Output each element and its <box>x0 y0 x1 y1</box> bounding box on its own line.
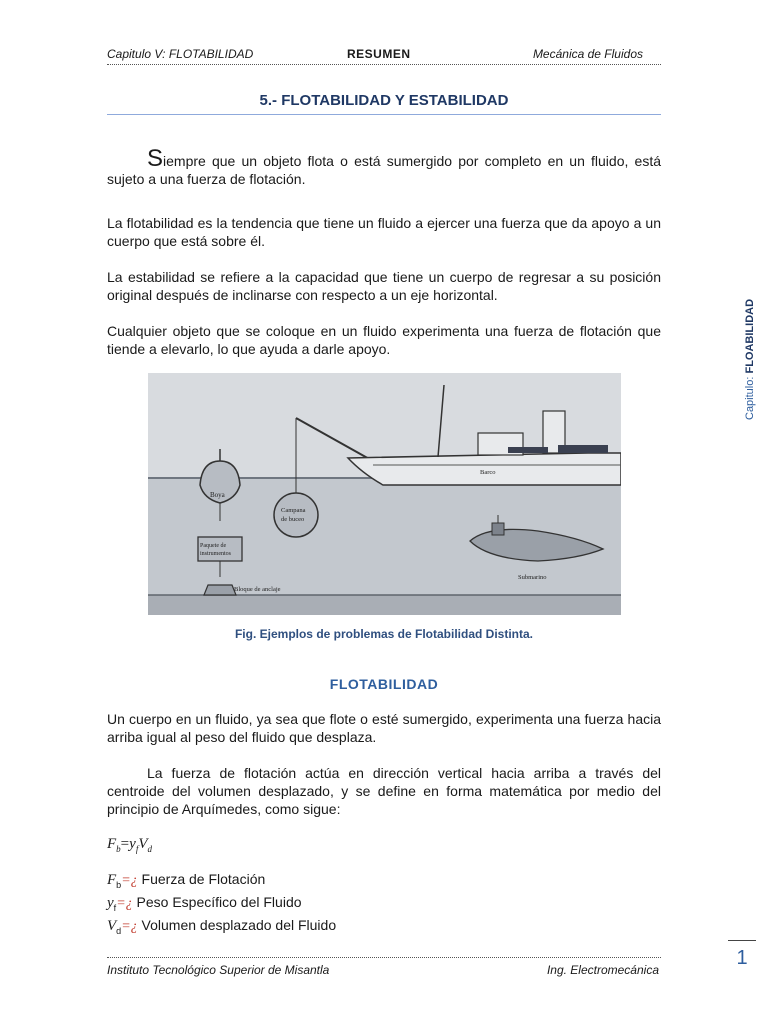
side-tab-label: Capitulo: <box>744 376 756 420</box>
def-desc: Volumen desplazado del Fluido <box>141 916 337 933</box>
paragraph-fuerza: Cualquier objeto que se coloque en un fluido experimenta una fuerza de flotación que tiende a elevarlo, lo que ayuda a darle apoyo. <box>107 323 661 357</box>
label-paquete-1: Paquete de <box>200 543 227 549</box>
formula-y: y <box>129 836 136 852</box>
label-campana-2: de buceo <box>281 516 305 523</box>
archimedes-formula <box>107 836 152 854</box>
paragraph-cuerpo: Un cuerpo en un fluido, ya sea que flote o esté sumergido, experimenta una fuerza hacia arriba igual al peso del fluido que desplaza. <box>107 711 661 745</box>
def-desc: Fuerza de Flotación <box>141 871 266 887</box>
drop-cap: S <box>147 145 164 172</box>
header-summary: RESUMEN <box>347 47 411 61</box>
buoyancy-figure <box>148 373 621 615</box>
formula-v: V <box>138 836 148 852</box>
definition-row <box>107 894 336 917</box>
def-eq: =¿ <box>121 873 138 888</box>
formula-lhs: F <box>107 836 117 852</box>
header-chapter: Capitulo V: FLOTABILIDAD <box>107 47 254 61</box>
label-barco: Barco <box>480 469 496 476</box>
paragraph-intro-text: iempre que un objeto flota o está sumergido por completo en un fluido, está sujeto a una fuerza de flotación. <box>107 153 661 187</box>
paragraph-estabilidad: La estabilidad se refiere a la capacidad que tiene un cuerpo de regresar a su posición original después de inclinarse con respecto a un eje horizontal. <box>107 269 661 303</box>
definition-row <box>107 917 336 940</box>
page-footer <box>107 957 661 976</box>
side-tab-value: FLOABILIDAD <box>744 298 756 374</box>
def-eq: =¿ <box>116 895 133 911</box>
formula-eq: = <box>120 836 130 852</box>
def-sub: b <box>116 879 122 890</box>
label-campana-1: Campana <box>281 507 306 514</box>
def-symbol: V <box>107 917 117 934</box>
paragraph-arquimedes: La fuerza de flotación actúa en dirección vertical hacia arriba a través del centroide del volumen desplazado, y se define en forma matemática por medio del principio de Arquímedes, como sigue: <box>107 765 661 817</box>
footer-program: Ing. Electromecánica <box>546 963 659 977</box>
label-boya: Boya <box>210 491 225 499</box>
label-submarino: Submarino <box>518 574 547 581</box>
variable-definitions <box>107 871 336 939</box>
buoyancy-illustration <box>148 373 621 615</box>
formula-v-sub: d <box>147 844 152 854</box>
side-chapter-tab <box>744 299 756 420</box>
formula-lhs-sub: b <box>116 844 121 854</box>
section-title: FLOTABILIDAD <box>329 676 439 692</box>
page-number: 1 <box>728 940 756 970</box>
def-desc: Peso Específico del Fluido <box>136 893 302 910</box>
page-header <box>107 46 661 65</box>
def-symbol: F <box>107 872 117 888</box>
header-subject: Mecánica de Fluidos <box>532 47 643 61</box>
footer-institute: Instituto Tecnológico Superior de Misantla <box>107 963 330 977</box>
label-paquete-2: instrumentos <box>200 551 231 557</box>
page-title: 5.- FLOTABILIDAD Y ESTABILIDAD <box>107 92 661 115</box>
label-bloque: Bloque de anclaje <box>234 586 281 593</box>
def-eq: =¿ <box>121 918 138 934</box>
formula-y-sub: f <box>135 844 139 854</box>
def-sub: d <box>116 925 122 936</box>
figure-caption: Fig. Ejemplos de problemas de Flotabilidad Distinta. <box>234 627 534 641</box>
def-symbol: y <box>107 894 114 911</box>
paragraph-intro <box>107 145 661 188</box>
definition-row <box>107 871 336 894</box>
def-sub: f <box>113 902 117 913</box>
paragraph-flotabilidad: La flotabilidad es la tendencia que tiene un fluido a ejercer una fuerza que da apoyo a un cuerpo que está sobre él. <box>107 215 661 249</box>
